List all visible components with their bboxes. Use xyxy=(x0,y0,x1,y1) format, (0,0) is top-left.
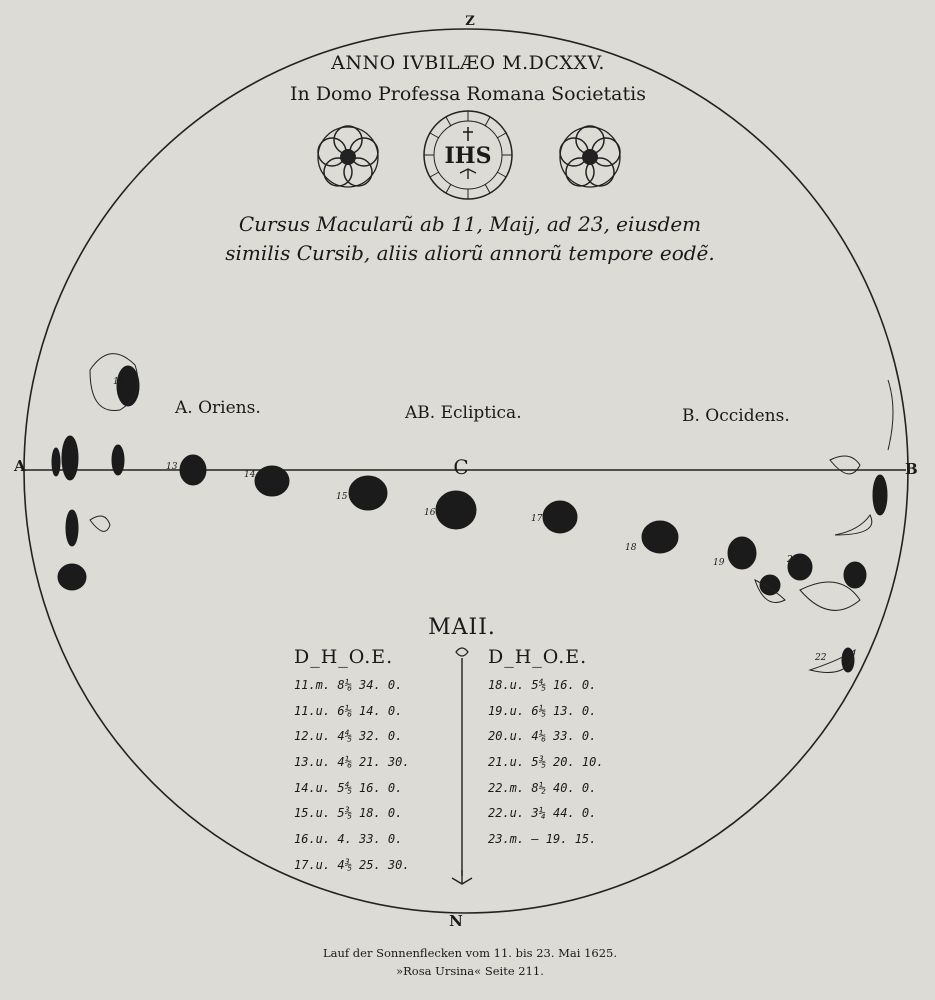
spot-number: 14 xyxy=(244,470,256,480)
table-row: 11.u. 6⅙ 14. 0. xyxy=(294,704,403,718)
spot-number: 22 xyxy=(815,653,827,663)
header-line-1: ANNO IVBILÆO M.DCXXV. xyxy=(331,52,605,74)
sunspot xyxy=(844,562,866,588)
sunspot xyxy=(642,521,678,553)
table-row: 21.u. 5⅗ 20. 10. xyxy=(488,755,604,769)
table-title: MAII. xyxy=(428,615,496,640)
table-row: 14.u. 5⅘ 16. 0. xyxy=(294,781,403,795)
sunspot xyxy=(873,475,887,515)
caption-line-1: Lauf der Sonnenflecken vom 11. bis 23. Mai 1625. xyxy=(322,946,618,960)
label-occidens: B. Occidens. xyxy=(682,406,790,426)
sunspot xyxy=(349,476,387,510)
table-row: 22.m. 8½ 40. 0. xyxy=(488,781,597,795)
spot-number: 15 xyxy=(336,492,348,502)
right-column-header: D_H_O.E. xyxy=(488,646,588,668)
right-rose-ornament xyxy=(560,126,620,187)
table-row: 15.u. 5⅗ 18. 0. xyxy=(294,806,403,820)
table-row: 11.m. 8⅙ 34. 0. xyxy=(294,678,403,692)
spot-number: 19 xyxy=(713,558,725,568)
spot-number: 20 xyxy=(787,555,799,565)
table-row: 22.u. 3¼ 44. 0. xyxy=(488,806,597,820)
left-rose-ornament xyxy=(318,126,378,187)
table-axis-bottom-ornament xyxy=(452,870,472,884)
spot-number: 13 xyxy=(166,462,178,472)
sunspot xyxy=(436,491,476,529)
table-row: 16.u. 4. 33. 0. xyxy=(294,832,403,846)
subtitle-line-1: Cursus Macularũ ab 11, Maij, ad 23, eiusdem xyxy=(238,212,702,236)
table-axis-top-ornament xyxy=(456,648,468,656)
table-row: 17.u. 4⅗ 25. 30. xyxy=(294,858,410,872)
emblem-text: IHS xyxy=(444,143,492,169)
sunspot xyxy=(180,455,206,485)
label-ecliptica: AB. Ecliptica. xyxy=(405,403,522,423)
table-row: 18.u. 5⅘ 16. 0. xyxy=(488,678,597,692)
table-row: 23.m. — 19. 15. xyxy=(488,832,597,846)
sunspot xyxy=(255,466,289,496)
table-row: 13.u. 4⅙ 21. 30. xyxy=(294,755,410,769)
sunspot xyxy=(112,445,124,475)
spot-number: 12 xyxy=(113,377,125,387)
sunspot xyxy=(62,436,78,480)
pole-top-z: Z xyxy=(465,14,475,29)
label-oriens: A. Oriens. xyxy=(175,398,261,418)
center-c: C xyxy=(453,455,469,479)
spot-number: 18 xyxy=(625,543,637,553)
table-row: 19.u. 6⅕ 13. 0. xyxy=(488,704,597,718)
spot-number: 17 xyxy=(531,514,543,524)
caption-line-2: »Rosa Ursina« Seite 211. xyxy=(396,964,544,978)
sunspot xyxy=(58,564,86,590)
sunspot xyxy=(543,501,577,533)
table-row: 20.u. 4⅙ 33. 0. xyxy=(488,729,597,743)
subtitle-line-2: similis Cursib, aliis aliorũ annorũ tempore eodẽ. xyxy=(225,241,715,265)
table-row: 12.u. 4⅘ 32. 0. xyxy=(294,729,403,743)
header-line-2: In Domo Professa Romana Societatis xyxy=(290,83,646,105)
pole-left-a: A xyxy=(14,457,26,475)
left-column-header: D_H_O.E. xyxy=(294,646,394,668)
sunspot xyxy=(728,537,756,569)
sunspot xyxy=(66,510,78,546)
pole-right-b: B xyxy=(905,460,918,478)
pole-bottom-n: N xyxy=(449,912,463,930)
spot-number: 16 xyxy=(424,508,436,518)
sunspot xyxy=(52,448,60,476)
sunspot xyxy=(760,575,780,595)
